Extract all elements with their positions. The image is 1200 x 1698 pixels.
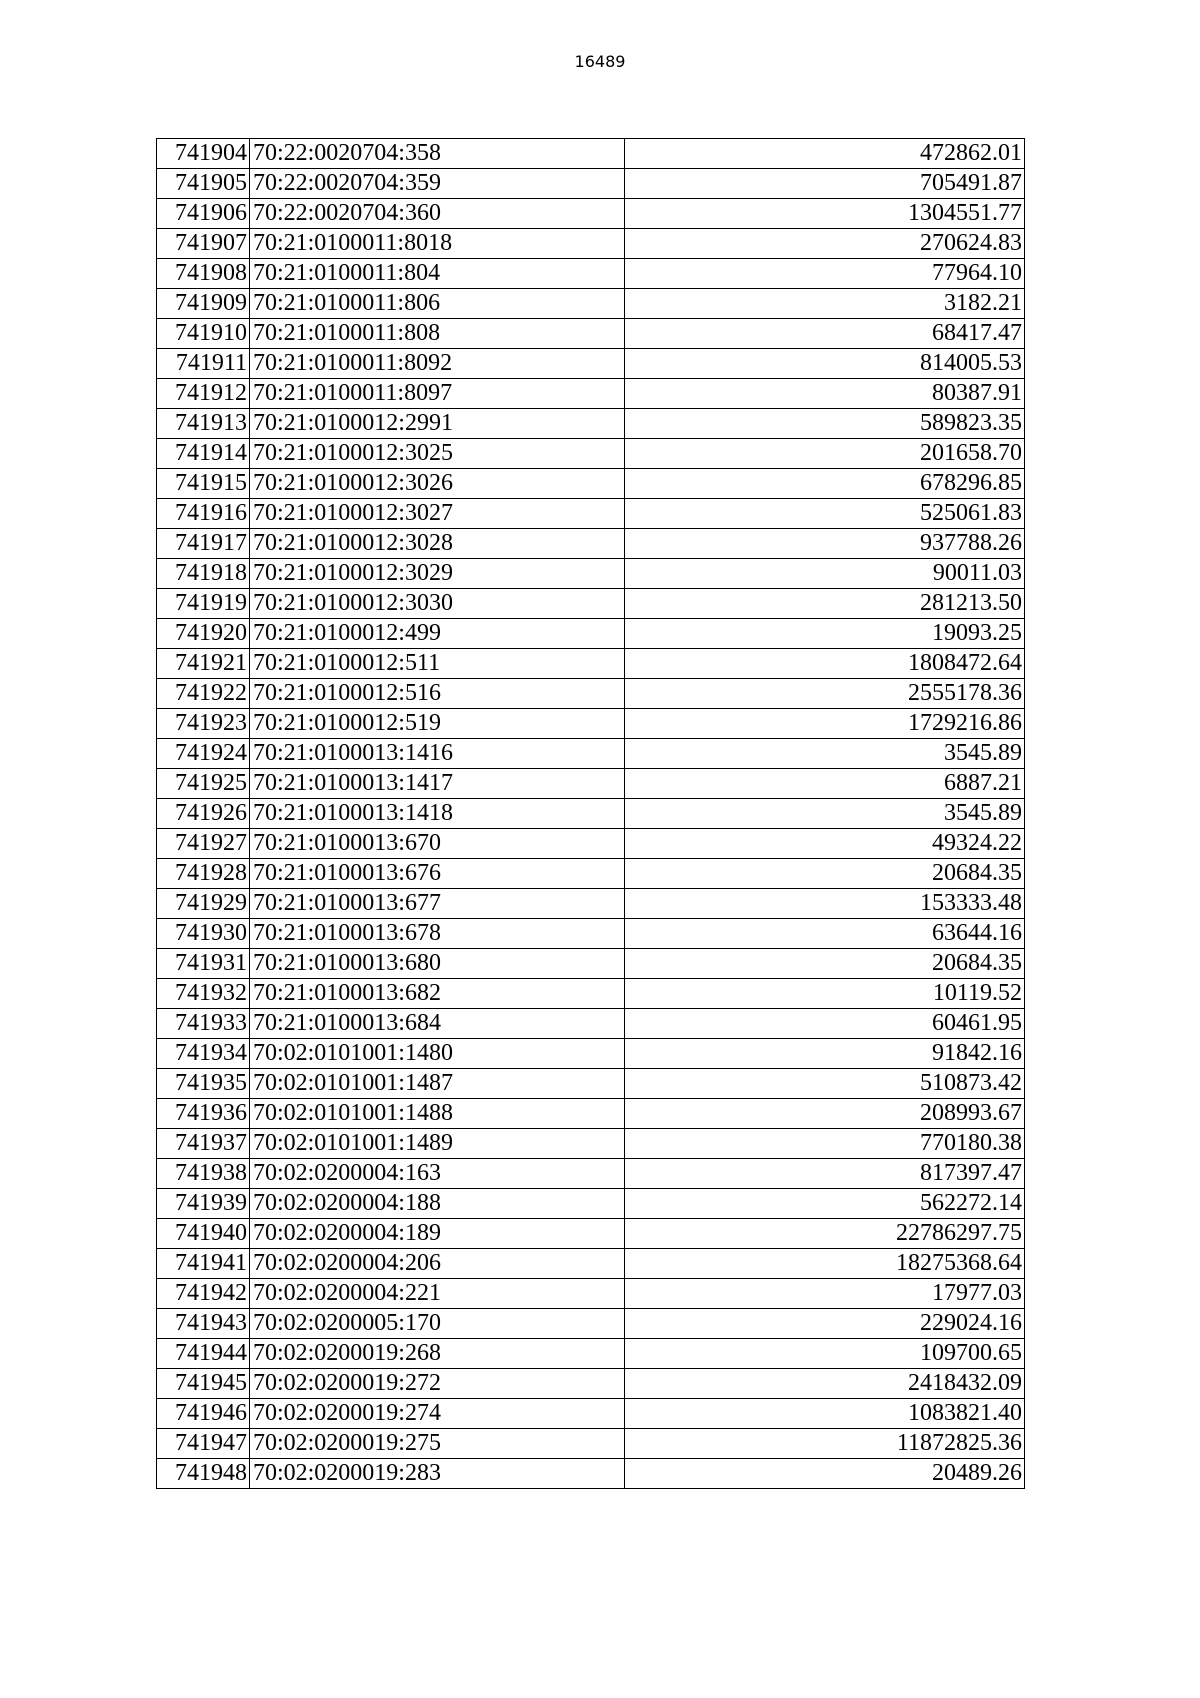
row-number-cell: 741920 (157, 619, 250, 649)
table-row (157, 1369, 1025, 1399)
cadastral-number-cell: 70:21:0100011:8097 (249, 379, 624, 409)
table-row (157, 499, 1025, 529)
cadastral-number-cell: 70:21:0100013:676 (249, 859, 624, 889)
table-row (157, 979, 1025, 1009)
table-row (157, 409, 1025, 439)
cadastral-value-cell: 937788.26 (624, 529, 1024, 559)
row-number-cell: 741917 (157, 529, 250, 559)
row-number-cell: 741912 (157, 379, 250, 409)
row-number-cell: 741930 (157, 919, 250, 949)
row-number-cell: 741946 (157, 1399, 250, 1429)
cadastral-value-cell: 525061.83 (624, 499, 1024, 529)
cadastral-number-cell: 70:02:0101001:1480 (249, 1039, 624, 1069)
table-row (157, 169, 1025, 199)
cadastral-value-cell: 6887.21 (624, 769, 1024, 799)
cadastral-value-cell: 77964.10 (624, 259, 1024, 289)
table-row (157, 1189, 1025, 1219)
cadastral-value-cell: 3545.89 (624, 739, 1024, 769)
cadastral-value-cell: 562272.14 (624, 1189, 1024, 1219)
cadastral-number-cell: 70:21:0100013:1416 (249, 739, 624, 769)
cadastral-number-cell: 70:02:0200004:163 (249, 1159, 624, 1189)
table-row (157, 889, 1025, 919)
cadastral-value-table (156, 138, 1025, 1489)
row-number-cell: 741937 (157, 1129, 250, 1159)
table-row (157, 829, 1025, 859)
row-number-cell: 741909 (157, 289, 250, 319)
cadastral-number-cell: 70:21:0100013:680 (249, 949, 624, 979)
cadastral-number-cell: 70:21:0100012:2991 (249, 409, 624, 439)
table-row (157, 259, 1025, 289)
cadastral-value-cell: 1304551.77 (624, 199, 1024, 229)
table-row (157, 1339, 1025, 1369)
cadastral-number-cell: 70:21:0100013:684 (249, 1009, 624, 1039)
cadastral-value-cell: 589823.35 (624, 409, 1024, 439)
row-number-cell: 741916 (157, 499, 250, 529)
cadastral-value-cell: 18275368.64 (624, 1249, 1024, 1279)
cadastral-value-cell: 229024.16 (624, 1309, 1024, 1339)
cadastral-value-cell: 109700.65 (624, 1339, 1024, 1369)
cadastral-value-cell: 510873.42 (624, 1069, 1024, 1099)
row-number-cell: 741913 (157, 409, 250, 439)
cadastral-value-cell: 814005.53 (624, 349, 1024, 379)
row-number-cell: 741938 (157, 1159, 250, 1189)
cadastral-value-cell: 63644.16 (624, 919, 1024, 949)
table-row (157, 769, 1025, 799)
cadastral-value-cell: 1808472.64 (624, 649, 1024, 679)
cadastral-value-cell: 770180.38 (624, 1129, 1024, 1159)
cadastral-number-cell: 70:02:0200019:283 (249, 1459, 624, 1489)
table-row (157, 799, 1025, 829)
cadastral-number-cell: 70:21:0100012:499 (249, 619, 624, 649)
row-number-cell: 741923 (157, 709, 250, 739)
table-row (157, 319, 1025, 349)
cadastral-value-cell: 22786297.75 (624, 1219, 1024, 1249)
cadastral-number-cell: 70:21:0100013:1417 (249, 769, 624, 799)
row-number-cell: 741910 (157, 319, 250, 349)
table-row (157, 469, 1025, 499)
table-row (157, 1429, 1025, 1459)
table-row (157, 949, 1025, 979)
cadastral-number-cell: 70:02:0200019:268 (249, 1339, 624, 1369)
cadastral-number-cell: 70:21:0100012:516 (249, 679, 624, 709)
table-row (157, 439, 1025, 469)
table-row (157, 1159, 1025, 1189)
row-number-cell: 741919 (157, 589, 250, 619)
cadastral-number-cell: 70:21:0100011:808 (249, 319, 624, 349)
cadastral-value-cell: 208993.67 (624, 1099, 1024, 1129)
cadastral-value-cell: 20489.26 (624, 1459, 1024, 1489)
cadastral-number-cell: 70:21:0100012:511 (249, 649, 624, 679)
row-number-cell: 741904 (157, 139, 250, 169)
cadastral-number-cell: 70:22:0020704:358 (249, 139, 624, 169)
table-row (157, 739, 1025, 769)
table-row (157, 1399, 1025, 1429)
row-number-cell: 741935 (157, 1069, 250, 1099)
row-number-cell: 741933 (157, 1009, 250, 1039)
cadastral-number-cell: 70:02:0200019:272 (249, 1369, 624, 1399)
table-row (157, 1219, 1025, 1249)
row-number-cell: 741928 (157, 859, 250, 889)
cadastral-number-cell: 70:21:0100012:519 (249, 709, 624, 739)
cadastral-number-cell: 70:02:0101001:1489 (249, 1129, 624, 1159)
cadastral-number-cell: 70:02:0200004:221 (249, 1279, 624, 1309)
cadastral-number-cell: 70:21:0100013:678 (249, 919, 624, 949)
row-number-cell: 741932 (157, 979, 250, 1009)
cadastral-value-cell: 49324.22 (624, 829, 1024, 859)
row-number-cell: 741905 (157, 169, 250, 199)
table-row (157, 1069, 1025, 1099)
cadastral-number-cell: 70:21:0100012:3026 (249, 469, 624, 499)
table-row (157, 379, 1025, 409)
cadastral-value-cell: 3545.89 (624, 799, 1024, 829)
table-row (157, 649, 1025, 679)
row-number-cell: 741921 (157, 649, 250, 679)
row-number-cell: 741941 (157, 1249, 250, 1279)
table-row (157, 349, 1025, 379)
table-row (157, 1309, 1025, 1339)
row-number-cell: 741934 (157, 1039, 250, 1069)
table-row (157, 1249, 1025, 1279)
row-number-cell: 741925 (157, 769, 250, 799)
cadastral-value-cell: 1729216.86 (624, 709, 1024, 739)
cadastral-number-cell: 70:21:0100012:3027 (249, 499, 624, 529)
row-number-cell: 741929 (157, 889, 250, 919)
cadastral-number-cell: 70:02:0200019:275 (249, 1429, 624, 1459)
row-number-cell: 741936 (157, 1099, 250, 1129)
table-row (157, 289, 1025, 319)
table-row (157, 1279, 1025, 1309)
cadastral-value-cell: 17977.03 (624, 1279, 1024, 1309)
cadastral-value-cell: 270624.83 (624, 229, 1024, 259)
cadastral-number-cell: 70:02:0101001:1488 (249, 1099, 624, 1129)
row-number-cell: 741908 (157, 259, 250, 289)
cadastral-value-cell: 678296.85 (624, 469, 1024, 499)
cadastral-value-cell: 60461.95 (624, 1009, 1024, 1039)
row-number-cell: 741911 (157, 349, 250, 379)
cadastral-number-cell: 70:02:0200019:274 (249, 1399, 624, 1429)
table-row (157, 1459, 1025, 1489)
cadastral-value-cell: 1083821.40 (624, 1399, 1024, 1429)
cadastral-number-cell: 70:21:0100011:8018 (249, 229, 624, 259)
table-row (157, 919, 1025, 949)
row-number-cell: 741927 (157, 829, 250, 859)
row-number-cell: 741943 (157, 1309, 250, 1339)
cadastral-number-cell: 70:21:0100011:8092 (249, 349, 624, 379)
cadastral-value-cell: 20684.35 (624, 859, 1024, 889)
cadastral-value-cell: 11872825.36 (624, 1429, 1024, 1459)
table-row (157, 1009, 1025, 1039)
cadastral-value-cell: 20684.35 (624, 949, 1024, 979)
cadastral-number-cell: 70:21:0100013:1418 (249, 799, 624, 829)
page-number: 16489 (574, 52, 626, 71)
cadastral-number-cell: 70:21:0100011:806 (249, 289, 624, 319)
row-number-cell: 741947 (157, 1429, 250, 1459)
table-row (157, 1099, 1025, 1129)
table-row (157, 589, 1025, 619)
row-number-cell: 741945 (157, 1369, 250, 1399)
cadastral-value-cell: 90011.03 (624, 559, 1024, 589)
table-row (157, 619, 1025, 649)
row-number-cell: 741940 (157, 1219, 250, 1249)
cadastral-number-cell: 70:02:0200004:189 (249, 1219, 624, 1249)
row-number-cell: 741926 (157, 799, 250, 829)
table-row (157, 559, 1025, 589)
table-row (157, 1129, 1025, 1159)
table-row (157, 859, 1025, 889)
cadastral-value-cell: 472862.01 (624, 139, 1024, 169)
cadastral-number-cell: 70:02:0200004:188 (249, 1189, 624, 1219)
table-row (157, 709, 1025, 739)
row-number-cell: 741914 (157, 439, 250, 469)
table-row (157, 679, 1025, 709)
table-row (157, 1039, 1025, 1069)
cadastral-number-cell: 70:21:0100013:682 (249, 979, 624, 1009)
cadastral-number-cell: 70:02:0200004:206 (249, 1249, 624, 1279)
cadastral-number-cell: 70:21:0100012:3029 (249, 559, 624, 589)
cadastral-value-cell: 281213.50 (624, 589, 1024, 619)
row-number-cell: 741939 (157, 1189, 250, 1219)
cadastral-value-cell: 68417.47 (624, 319, 1024, 349)
row-number-cell: 741918 (157, 559, 250, 589)
table-row (157, 199, 1025, 229)
table-row (157, 139, 1025, 169)
row-number-cell: 741944 (157, 1339, 250, 1369)
cadastral-value-cell: 817397.47 (624, 1159, 1024, 1189)
cadastral-number-cell: 70:02:0200005:170 (249, 1309, 624, 1339)
row-number-cell: 741948 (157, 1459, 250, 1489)
cadastral-value-cell: 80387.91 (624, 379, 1024, 409)
table-row (157, 229, 1025, 259)
row-number-cell: 741915 (157, 469, 250, 499)
row-number-cell: 741942 (157, 1279, 250, 1309)
cadastral-value-cell: 2555178.36 (624, 679, 1024, 709)
cadastral-value-cell: 201658.70 (624, 439, 1024, 469)
cadastral-number-cell: 70:02:0101001:1487 (249, 1069, 624, 1099)
cadastral-value-cell: 2418432.09 (624, 1369, 1024, 1399)
row-number-cell: 741931 (157, 949, 250, 979)
cadastral-value-cell: 91842.16 (624, 1039, 1024, 1069)
cadastral-number-cell: 70:22:0020704:360 (249, 199, 624, 229)
table-body (157, 139, 1025, 1489)
row-number-cell: 741922 (157, 679, 250, 709)
table-row (157, 529, 1025, 559)
cadastral-value-cell: 3182.21 (624, 289, 1024, 319)
cadastral-number-cell: 70:21:0100012:3030 (249, 589, 624, 619)
cadastral-number-cell: 70:21:0100012:3028 (249, 529, 624, 559)
cadastral-number-cell: 70:21:0100013:670 (249, 829, 624, 859)
row-number-cell: 741907 (157, 229, 250, 259)
cadastral-number-cell: 70:21:0100013:677 (249, 889, 624, 919)
cadastral-value-cell: 19093.25 (624, 619, 1024, 649)
cadastral-value-cell: 705491.87 (624, 169, 1024, 199)
row-number-cell: 741906 (157, 199, 250, 229)
row-number-cell: 741924 (157, 739, 250, 769)
cadastral-value-cell: 153333.48 (624, 889, 1024, 919)
cadastral-number-cell: 70:21:0100012:3025 (249, 439, 624, 469)
cadastral-number-cell: 70:21:0100011:804 (249, 259, 624, 289)
cadastral-value-cell: 10119.52 (624, 979, 1024, 1009)
cadastral-number-cell: 70:22:0020704:359 (249, 169, 624, 199)
